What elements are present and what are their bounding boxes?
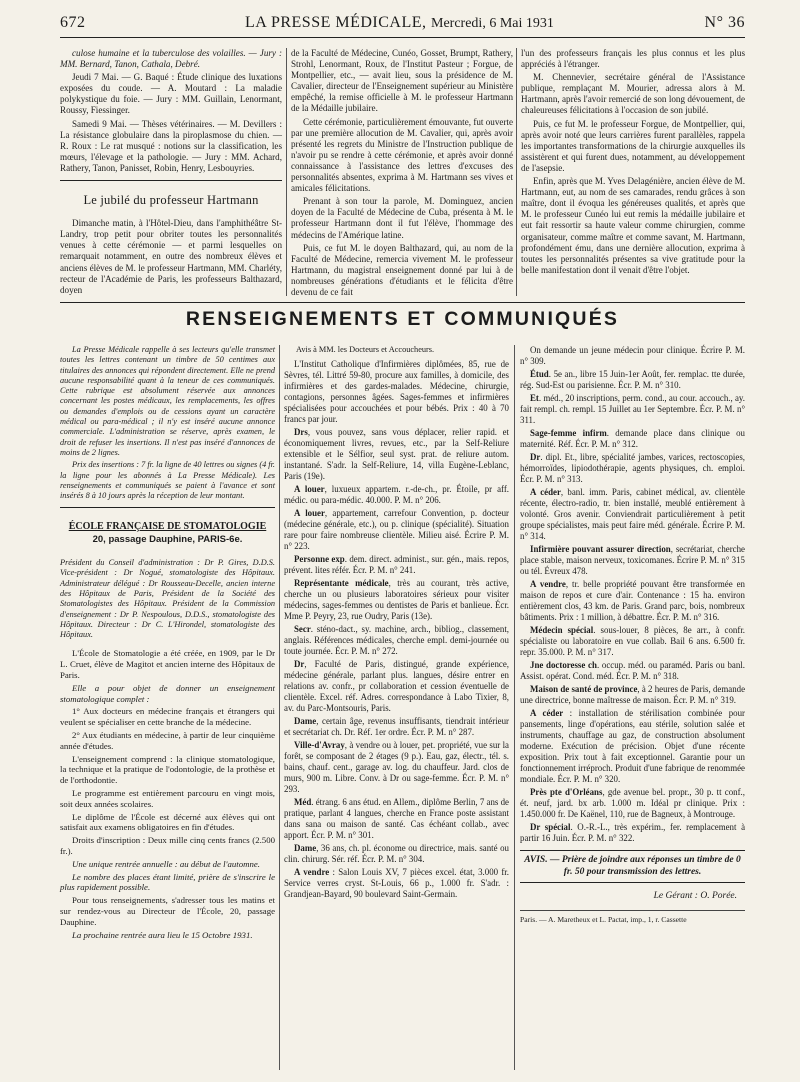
classified-ad: Infirmière pouvant assurer direction, secrétariat, cherche place stable, maison nerveux, toxicomanes. Écrire P. M. n° 315 ou tél. Évreux 478.: [520, 544, 745, 576]
printer-line: Paris. — A. Maretheux et L. Pactat, imp., 1, r. Cassette: [520, 910, 745, 925]
column-rule: [516, 48, 517, 296]
school-paragraph: La prochaine rentrée aura lieu le 15 Octobre 1931.: [72, 929, 253, 940]
jubile-paragraph: de la Faculté de Médecine, Cunéo, Gosset, Brumpt, Rathery, Strohl, Lenormant, Roux, de l'Institut Pasteur ; Forgue, de Montpellier, etc., — avait lieu, sous la présidence de M. Cavalier, directeur de l'Enseignement supérieur au Ministère empêché, la remise officielle à M. le professeur Hartmann de la Médaille jubilaire.: [291, 48, 513, 114]
jubile-title: Le jubilé du professeur Hartmann: [83, 193, 259, 208]
school-paragraph: L'enseignement comprend : la clinique stomatologique, la technique et la pratique de l'odontologie, de la prothèse et de l'orthodontie.: [60, 753, 275, 786]
classified-ad: Dr. dipl. Et., libre, spécialité jambes, varices, rectoscopies, hémorroïdes, lipiodothérapie, agents physiques, ch. emploi. Écr. P. M. n° 313.: [520, 452, 745, 484]
column-rule: [286, 48, 287, 296]
classified-ad: A louer, appartement, carrefour Convention, p. docteur (médecine générale, etc.), ou p. clinique (spécialité). Situation rare pour faire nombreuse clientèle. Milieu aisé. Écrire P. M. n° 223.: [284, 508, 510, 552]
school-paragraph: Une unique rentrée annuelle : au début de l'automne.: [72, 858, 260, 869]
thesis-jeudi: Jeudi 7 Mai. — G. Baqué : Étude clinique des luxations exposées du coude. — A. Moutard : La maladie polykystique du foie. — Jury : MM. Guillain, Lenormant, Roussy, Fiessinger.: [60, 72, 282, 116]
school-paragraph: L'École de Stomatologie a été créée, en 1909, par le Dr L. Cruet, élève de Magitot et ancien interne des Hôpitaux de Paris.: [60, 648, 275, 681]
classified-ad: Dr, Faculté de Paris, distingué, grande expérience, médecine générale, parlant plus. langues, désire entrer en relations av. confr., pr collaboration et cession éventuelle de clientèle. Excel. réf. Adres. correspondance à Labo Tixier, 8, av. du Parc-Montsouris, Paris.: [284, 659, 509, 714]
thesis-intro: culose humaine et la tuberculose des volailles. — Jury : MM. Bernard, Tanon, Cathala, Debré.: [60, 48, 282, 70]
jubile-paragraph: Puis, ce fut M. le professeur Forgue, de Montpellier, qui, après avoir noté que leurs carrières furent parallèles, rappela les importantes transformations de la chirurgie auxquelles ils assistèrent et qui furent dues, notamment, au développement de l'asepsie.: [521, 118, 745, 173]
school-paragraph: Le nombre des places étant limité, prière de s'inscrire le plus rapidement possible.: [60, 871, 275, 893]
ads-heading: Avis à MM. les Docteurs et Accoucheurs.: [296, 345, 435, 354]
ads-list: [520, 345, 745, 844]
classified-ad: Représentante médicale, très au courant, très active, cherche un ou plusieurs laboratoires sérieux pour visiter médecins, sages-femmes ou dentistes de Paris et banlieue. Écr. Mme P. Peyry, 23, rue Oudry, Paris (13e).: [284, 578, 509, 622]
school-paragraph: Le programme est entièrement parcouru en vingt mois, soit deux années scolaires.: [60, 787, 275, 809]
section-banner: RENSEIGNEMENTS ET COMMUNIQUÉS: [60, 302, 745, 338]
jubile-paragraph: M. Chennevier, secrétaire général de l'Assistance publique, remplaçant M. Mourier, adressa alors à M. Hartmann, après l'avoir remercié de son long dévouement, de chaleureuses félicitations à l'occasion de son jubilé.: [521, 72, 745, 116]
school-address: 20, passage Dauphine, PARIS-6e.: [92, 534, 243, 546]
classified-ad: L'Institut Catholique d'Infirmières diplômées, 85, rue de Sèvres, tél. Littré 59-80, procure aux familles, à domicile, des infirmières et des gardes-malades. Médecine, chirurgie, contagions, personnes âgées. Sages-femmes et infirmières spécialisées pour accouchées et pour bébés. Prix : 40 à 70 francs par jour.: [284, 359, 509, 425]
classified-ad: Et. méd., 20 inscriptions, perm. cond., au cour. accouch., ay. fait rempl. ch. rempl. 15 Juillet au 1er Septembre. Écr. P. M. n° 311.: [520, 393, 745, 425]
top-column-2: [291, 48, 513, 300]
classified-ad: A vendre : Salon Louis XV, 7 pièces excel. état, 3.000 fr. Service verres cryst. St-Louis, 66 p., 1.000 fr. S'adr. : Grandjean-Bayard, 90 boulevard Saint-Germain.: [284, 867, 509, 900]
classified-ad: Dame, 36 ans, ch. pl. économe ou directrice, mais. santé ou clin. chirurg. Sér. réf. Écr. P. M. n° 304.: [284, 843, 509, 865]
jubile-paragraph: l'un des professeurs français les plus connus et les plus appréciés à l'étranger.: [521, 48, 745, 70]
school-title: ÉCOLE FRANÇAISE DE STOMATOLOGIE: [68, 521, 267, 533]
page-number: 672: [60, 14, 86, 31]
classified-ad: Maison de santé de province, à 2 heures de Paris, demande une directrice, bonne maîtresse de maison. Écr. P. M. n° 319.: [520, 684, 746, 705]
classified-ad: A céder, banl. imm. Paris, cabinet médical, av. clientèle récente, électro-radio, tr. bien installé, meublé entièrement à volonté. Gros avenir. Conviendrait particulièrement à petit groupe spécialistes, mais peut faire méd. générale. Écrire P. M. n° 314.: [520, 487, 745, 541]
bottom-column-2: [284, 345, 509, 902]
classified-ad: Près pte d'Orléans, gde avenue bel. propr., 30 p. tt conf., ét. neuf, jard. bx arb. 1.000 m. Idéal pr clinique. Prix : 1.450.000 fr. De Kaënel, 110, rue de Bagneux, à Montrouge.: [520, 787, 745, 819]
classified-ad: A céder : installation de stérilisation combinée pour pansements, linge d'opérations, eau stérile, solution salée et instruments, chauffage au gaz, de construction absolument moderne. Exécution de précision. Objet d'une récente exposition. Prix tout à fait exceptionnel. Garantie pour un fonctionnement irréproch. Produit d'une fabrique de renommée mondiale. Écr. P. M. n° 320.: [520, 708, 745, 784]
school-paragraph: Droits d'inscription : Deux mille cinq cents francs (2.500 fr.).: [60, 835, 275, 856]
classified-ad: Médecin spécial. sous-louer, 8 pièces, 8e arr., à confr. spécialiste ou laboratoire en vue collab. Bail 6 ans. 6.500 fr. repr. 35.000. P. M. n° 317.: [520, 625, 745, 657]
jubile-paragraph: Enfin, après que M. Yves Delagénière, ancien élève de M. Hartmann, eut, au nom de ses camarades, rendu grâces à son maître, dont il évoqua les généreuses qualités, et après que M. le professeur Cunéo lui eut remis la médaille jubilaire et eut fait ressortir sa haute valeur comme chirurgien, comme organisateur, comme maître et comme savant, M. Hartmann, profondément ému, dans une dernière allocution, exprima à toutes les personnalités présentes sa vive gratitude pour la belle manifestation dont il venait d'être l'objet.: [521, 176, 745, 275]
divider: [60, 507, 275, 508]
jubile-paragraph: Puis, ce fut M. le doyen Balthazard, qui, au nom de la Faculté de Médecine, remercia vivement M. le professeur Hartmann, du magistral enseignement donné par lui à de nombreuses générations d'étudiants et le félicita d'être devenu de ce fait: [291, 242, 513, 297]
jubile-paragraph: Prenant à son tour la parole, M. Dominguez, ancien doyen de la Faculté de Médecine de Cuba, présenta à M. le professeur Hartmann dont il fut l'élève, l'hommage des médecins de l'Amérique latine.: [291, 196, 513, 240]
prices-paragraph: Prix des insertions : 7 fr. la ligne de 40 lettres ou signes (4 fr. la ligne pour les abonnés à La Presse Médicale). Les renseignements et communiqués se paient à l'avance et sont insérés 8 à 10 jours après la réception de leur montant.: [60, 460, 275, 501]
classified-ad: Ville-d'Avray, à vendre ou à louer, pet. propriété, vue sur la forêt, se composant de 2 étages (9 p.). Eau, gaz, électr., tél. s. bains, chauf. cent., garage av. log. du chauffeur. Jard. clos de murs, 900 m. Libre. Conv. à Dr ou sage-femme. Écr. P. M. n° 293.: [284, 740, 509, 795]
gerant-signature: Le Gérant : O. Porée.: [653, 891, 737, 901]
jubile-paragraph: Cette cérémonie, particulièrement émouvante, fut ouverte par une première allocution de M. Cavalier, qui, après avoir présenté les regrets du Ministre de l'Instruction publique de n'avoir pu se rendre à cette cérémonie, et après avoir donné connaissance à l'assistance des lettres d'excuses des personnalités absentes, exprima à M. Hartmann ses vives et amicales félicitations.: [291, 116, 513, 194]
jubile-paragraph: Dimanche matin, à l'Hôtel-Dieu, dans l'amphithéâtre St-Landry, trop petit pour obriter toutes les personnalités venues à cette cérémonie — et parmi lesquelles on remarquait notamment, en outre des nombreux élèves et anciens élèves de M. le professeur Hartmann, MM. Charléty, recteur de l'Académie de Paris, les professeurs Balthazard, doyen: [60, 218, 282, 295]
bottom-column-1: [60, 345, 275, 942]
journal-title: LA PRESSE MÉDICALE, Mercredi, 6 Mai 1931: [245, 14, 554, 31]
top-column-1: [60, 48, 282, 298]
column-rule: [514, 345, 515, 1070]
classified-ad: Jne doctoresse ch. occup. méd. ou paraméd. Paris ou banl. Assist. opérat. Cond. méd. Écr. P. M. n° 318.: [520, 660, 745, 681]
page-header: [60, 14, 745, 38]
ads-list: [284, 359, 509, 900]
avis-box: AVIS. — Prière de joindre aux réponses un timbre de 0 fr. 50 pour transmission des lettres.: [520, 850, 745, 883]
classified-ad: Dame, certain âge, revenus insuffisants, tiendrait intérieur et secrétariat ch. Dr. Réf. 1er ordre. Écr. P. M. n° 287.: [284, 716, 509, 738]
thesis-samedi: Samedi 9 Mai. — Thèses vétérinaires. — M. Devillers : La résistance globulaire dans la piroplasmose du chien. — R. Roux : Le rat musqué : notions sur la classification, les mœurs, l'élevage et la pathologie. — Jury : MM. Achard, Rathery, Tanon, Panisset, Robin, Henry, Lesbouyries.: [60, 118, 282, 173]
issue-date: Mercredi, 6 Mai 1931: [431, 16, 554, 31]
classified-ad: Étud. 5e an., libre 15 Juin-1er Août, fer. remplac. tte durée, rég. Sud-Est ou parisienne. Écr. P. M. n° 310.: [520, 369, 745, 390]
classified-ad: Méd. étrang. 6 ans étud. en Allem., diplôme Berlin, 7 ans de pratique, parlant 4 langues, cherche en France poste assistant dans sana ou maison de santé. Cas échéant collab., avec apport. Écr. P. M. n° 301.: [284, 797, 509, 841]
school-board: Président du Conseil d'administration : Dr P. Gires, D.D.S. Vice-président : Dr Nogué, stomatologiste des Hôpitaux. Administrateur délégué : Dr Rousseau-Decelle, ancien interne des Hôpitaux de Paris, Président de la Société des Stomatologistes des Hôpitaux. Président de la Commission d'enseignement : Dr P. Nespoulous, D.D.S., stomatologiste des Hôpitaux. Directeur : Dr C. L'Hirondel, stomatologiste des Hôpitaux.: [60, 558, 275, 640]
divider: [60, 180, 282, 181]
school-paragraph: 2° Aux étudiants en médecine, à partir de leur cinquième année d'études.: [60, 730, 275, 751]
issue-number: N° 36: [704, 14, 745, 31]
classified-ad: A louer, luxueux appartem. r.-de-ch., pr. Étoile, pr aff. médic. ou para-médic. 40.000. P. M. n° 206.: [284, 484, 510, 506]
top-column-3: [521, 48, 745, 278]
classified-ad: Sage-femme infirm. demande place dans clinique ou maternité. Réf. Écr. P. M. n° 312.: [520, 428, 745, 449]
classified-ad: A vendre, tr. belle propriété pouvant être transformée en maison de repos et cure d'air. Contenance : 15 ha. environ entièrement clos, 43 km. de Paris. Grand parc, bois, nombreux bâtiments. Prix : 1 million, à débattre. Écr. P. M. n° 316.: [520, 579, 745, 622]
classified-ad: Drs, vous pouvez, sans vous déplacer, relier rapid. et économiquement livres, revues, etc., par la Self-Reliure extensible et le Sélfior, seul syst. prat. de reliure autom. instantané. S'adr. la Self-Reliure, 14, villa Eugène-Leblanc, Paris (19e).: [284, 427, 509, 482]
notice-paragraph: La Presse Médicale rappelle à ses lecteurs qu'elle transmet toutes les lettres contenant un timbre de 50 centimes aux titulaires des annonces qui répondent directement. Elle ne prend aucune responsabilité quant à la teneur de ces communiqués. Cette rubrique est absolument réservée aux annonces concernant les postes médicaux, les remplacements, les offres ou demandes d'emplois ou de cessions ayant un caractère médical ou para-médical ; il n'y est inséré aucune annonce commerciale. L'administration se réserve, après examen, le droit de refuser les insertions. Il n'est pas inséré d'annonces de moins de 2 lignes.: [60, 345, 275, 457]
school-paragraph: 1° Aux docteurs en médecine français et étrangers qui veulent se spécialiser en cette branche de la médecine.: [60, 706, 275, 728]
school-paragraph: Elle a pour objet de donner un enseignement stomatologique complet :: [60, 682, 275, 704]
classified-ad: Dr spécial. O.-R.-L., très expérim., fer. remplacement à partir 16 Juin. Écr. P. M. n° 322.: [520, 822, 746, 843]
classified-ad: Personne exp. dem. direct. administ., sur. gén., mais. repos, prévent. lites référ. Écr. P. M. n° 241.: [284, 554, 509, 576]
column-rule: [279, 345, 280, 1070]
classified-ad: Secr. sténo-dact., sy. machine, arch., bibliog., classement, anglais. Références médicales, cherche empl. demi-journée ou toute journée. Écr. P. M. n° 272.: [284, 624, 509, 657]
school-paragraph: Le diplôme de l'École est décerné aux élèves qui ont satisfait aux examens obligatoires en fin d'études.: [60, 811, 275, 833]
classified-ad: On demande un jeune médecin pour clinique. Écrire P. M. n° 309.: [520, 345, 745, 366]
school-paragraph: Pour tous renseignements, s'adresser tous les matins et sur rendez-vous au Directeur de l'École, 20, passage Dauphine.: [60, 895, 275, 927]
bottom-column-3: [520, 345, 745, 925]
